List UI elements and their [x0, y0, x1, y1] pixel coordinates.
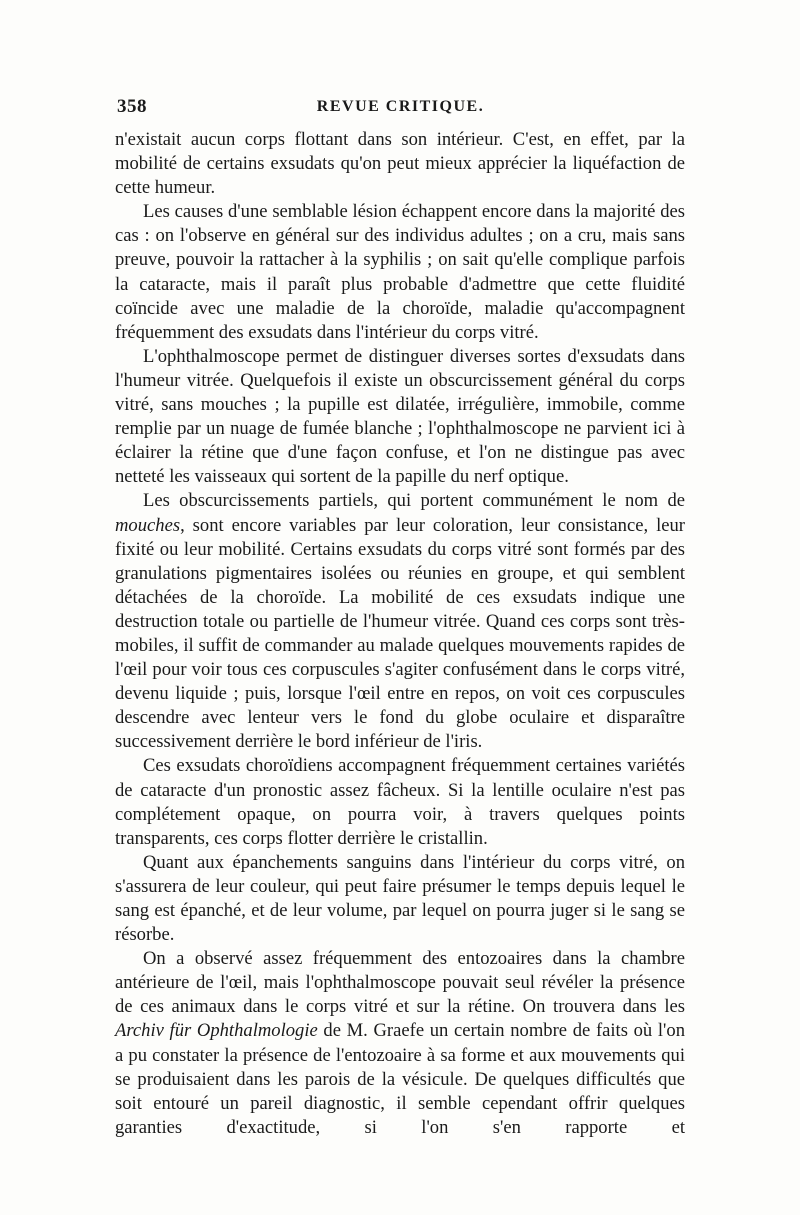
running-head	[117, 96, 684, 124]
paragraph-2: Les causes d'une semblable lésion échappent encore dans la majorité des cas : on l'observe en général sur des individus adultes ; on a cru, mais sans preuve, pouvoir la rattacher à la syphilis ; on sait qu'elle complique parfois la cataracte, mais il paraît plus probable d'admettre que cette fluidité coïncide avec une maladie de la choroïde, maladie qu'accompagnent fréquemment des exsudats dans l'intérieur du corps vitré.	[115, 201, 685, 343]
paragraph-4	[115, 489, 685, 754]
italic-term-mouches: mouches	[115, 514, 181, 536]
paragraph-4-text-start: Les obscurcissements partiels, qui portent communément le nom de	[143, 490, 685, 512]
paragraph-3: L'ophthalmoscope permet de distinguer diverses sortes d'exsudats dans l'humeur vitrée. Quelquefois il existe un obscurcissement général du corps vitré, sans mouches ; la pupille est dilatée, irrégulière, immobile, comme remplie par un nuage de fumée blanche ; l'ophthalmoscope ne parvient ici à éclairer la rétine que d'une façon confuse, et l'on ne distingue pas avec netteté les vaisseaux qui sortent de la papille du nerf optique.	[115, 345, 685, 488]
paragraph-6: Quant aux épanchements sanguins dans l'intérieur du corps vitré, on s'assurera de leur couleur, qui peut faire présumer le temps depuis lequel le sang est épanché, et de leur volume, par lequel on pourra juger si le sang se résorbe.	[115, 851, 685, 946]
paragraph-1: n'existait aucun corps flottant dans son intérieur. C'est, en effet, par la mobilité de certains exsudats qu'on peut mieux apprécier la liquéfaction de cette humeur.	[115, 129, 685, 199]
paragraph-7-text-start: On a observé assez fréquemment des entozoaires dans la chambre antérieure de l'œil, mais l'ophthalmoscope pouvait seul révéler la présence de ces animaux dans le corps vitré et sur la rétine. On trouvera dans les	[115, 948, 685, 1018]
page-number: 358	[117, 96, 147, 117]
paragraph-4-text-end: , sont encore variables par leur coloration, leur consistance, leur fixité ou leur mobilité. Certains exsudats du corps vitré sont formés par des granulations pigmentaires isolées ou réunies en groupe, et qui semblent détachées de la choroïde. La mobilité de ces exsudats indique une destruction totale ou partielle de l'humeur vitrée. Quand ces corps sont très-mobiles, il suffit de commander au malade quelques mouvements rapides de l'œil pour voir tous ces corpuscules s'agiter confusément dans le corps vitré, devenu liquide ; puis, lorsque l'œil entre en repos, on voit ces corpuscules descendre avec lenteur vers le fond du globe oculaire et disparaître successivement derrière le bord inférieur de l'iris.	[115, 514, 685, 753]
paragraph-7	[115, 947, 685, 1140]
paragraph-5: Ces exsudats choroïdiens accompagnent fréquemment certaines variétés de cataracte d'un pronostic assez fâcheux. Si la lentille oculaire n'est pas complétement opaque, on pourra voir, à travers quelques points transparents, ces corps flotter derrière le cristallin.	[115, 755, 685, 849]
paragraph-7-text-end: de M. Graefe un certain nombre de faits où l'on a pu constater la présence de l'entozoaire à sa forme et aux mouvements qui se produisaient dans les parois de la vésicule. De quelques difficultés que soit entouré un pareil diagnostic, il semble cependant offrir quelques garanties d'exactitude, si l'on s'en rapporte et	[115, 1020, 685, 1138]
running-title: REVUE CRITIQUE.	[316, 98, 485, 115]
body-text	[115, 128, 685, 1140]
italic-journal-title: Archiv für Ophthalmologie	[115, 1020, 318, 1042]
